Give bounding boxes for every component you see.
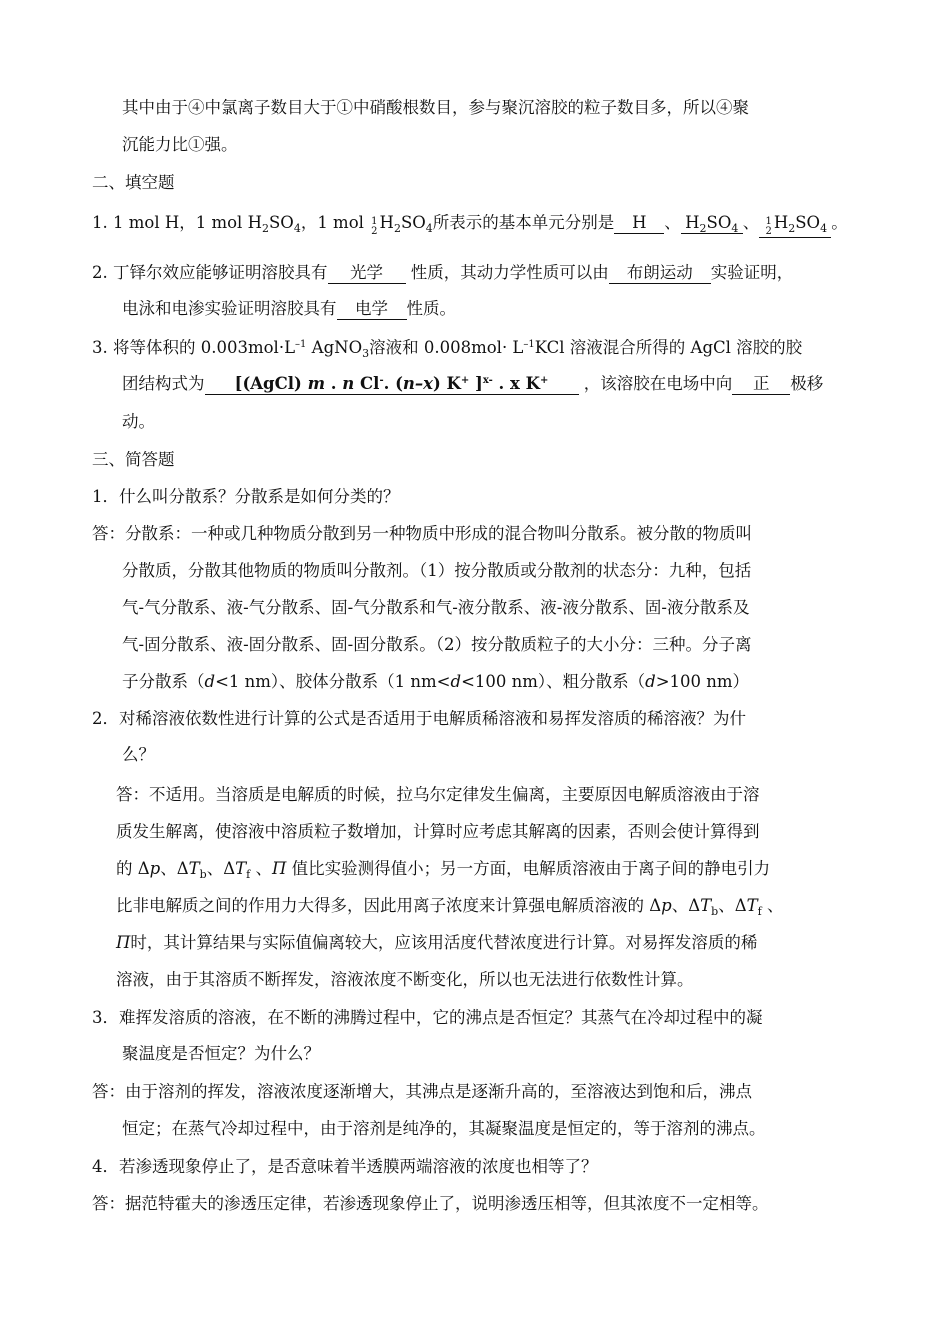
fill-question-3: 3. 将等体积的 $0.003mol\cdot L^{-1}$ AgNO$_3$溶液和 $0.008mol\cdot L^{-1}KCl$ 溶液混合所得的 AgCl 溶胶的胶 bbox=[92, 338, 803, 360]
paragraph-line: 动。 bbox=[122, 412, 155, 431]
section-heading: 三、简答题 bbox=[92, 450, 175, 469]
answer-blank: 1 2 $H_2SO_4$ bbox=[759, 213, 831, 238]
paragraph-line: 其中由于④中氯离子数目大于①中硝酸根数目，参与聚沉溶胶的粒子数目多，所以④聚 bbox=[122, 98, 749, 117]
answer-text: Π时，其计算结果与实际值偏离较大，应该用活度代替浓度进行计算。对易挥发溶质的稀 bbox=[116, 933, 758, 952]
answer-text: 分散质，分散其他物质的物质叫分散剂。（1）按分散质或分散剂的状态分：九种，包括 bbox=[122, 561, 752, 580]
answer-blank: 正 bbox=[732, 374, 790, 395]
question-text: 4．若渗透现象停止了，是否意味着半透膜两端溶液的浓度也相等了？ bbox=[92, 1157, 598, 1176]
answer-text: 质发生解离，使溶液中溶质粒子数增加，计算时应考虑其解离的因素，否则会使计算得到 bbox=[116, 822, 760, 841]
answer-text: 溶液，由于其溶质不断挥发，溶液浓度不断变化，所以也无法进行依数性计算。 bbox=[116, 970, 694, 989]
fill-question-2-cont: 电泳和电渗实验证明溶胶具有 电学 性质。 bbox=[122, 299, 456, 318]
question-text: 么？ bbox=[122, 745, 155, 764]
answer-blank: H bbox=[614, 213, 664, 234]
question-text: 2．对稀溶液依数性进行计算的公式是否适用于电解质稀溶液和易挥发溶质的稀溶液？为什 bbox=[92, 709, 746, 728]
answer-text: 比非电解质之间的作用力大得多，因此用离子浓度来计算强电解质溶液的 Δp、$\Delta T_b$、$\Delta T_f$ 、 bbox=[116, 896, 784, 918]
answer-text: 恒定；在蒸气冷却过程中，由于溶剂是纯净的，其凝聚温度是恒定的，等于溶剂的沸点。 bbox=[122, 1119, 766, 1138]
answer-text: 答：不适用。当溶质是电解质的时候，拉乌尔定律发生偏离，主要原因电解质溶液由于溶 bbox=[116, 785, 760, 804]
answer-text: 子分散系（d<1 nm）、胶体分散系（1 nm<d<100 nm）、粗分散系（d>100 nm） bbox=[122, 672, 750, 691]
fill-question-2: 2. 丁铎尔效应能够证明溶胶具有 光学 性质，其动力学性质可以由 布朗运动 实验证明， bbox=[92, 263, 794, 282]
answer-blank: 电学 bbox=[337, 299, 407, 320]
answer-text: 答：分散系：一种或几种物质分散到另一种物质中形成的混合物叫分散系。被分散的物质叫 bbox=[92, 524, 752, 543]
section-heading: 二、填空题 bbox=[92, 173, 175, 192]
answer-blank: 光学 bbox=[328, 263, 406, 284]
question-text: 聚温度是否恒定？为什么？ bbox=[122, 1044, 320, 1063]
fill-question-3-cont: 团结构式为 [(AgCl) m . n Cl-. (n–x) K+ ]$^{x-}$ . x K+ ，该溶胶在电场中向 正 极移 bbox=[122, 374, 824, 393]
micelle-formula-blank: [(AgCl) m . n Cl-. (n–x) K+ ]$^{x-}$ . x K+ bbox=[205, 374, 579, 395]
answer-text: 答：由于溶剂的挥发，溶液浓度逐渐增大，其沸点是逐渐升高的，至溶液达到饱和后，沸点 bbox=[92, 1082, 752, 1101]
answer-text: 气-固分散系、液-固分散系、固-固分散系。（2）按分散质粒子的大小分：三种。分子离 bbox=[122, 635, 752, 654]
paragraph-line: 沉能力比①强。 bbox=[122, 135, 238, 154]
answer-text: 气-气分散系、液-气分散系、固-气分散系和气-液分散系、液-液分散系、固-液分散系及 bbox=[122, 598, 750, 617]
answer-text: 答：据范特霍夫的渗透压定律，若渗透现象停止了，说明渗透压相等，但其浓度不一定相等。 bbox=[92, 1194, 769, 1213]
answer-blank: $H_2SO_4$ bbox=[681, 213, 743, 234]
answer-blank: 布朗运动 bbox=[609, 263, 711, 284]
question-text: 1．什么叫分散系？分散系是如何分类的？ bbox=[92, 487, 400, 506]
fraction: 1 2 bbox=[371, 216, 378, 237]
fill-question-1: 1. 1 mol H，1 mol $H_2SO_4$，1 mol 1 2 $H_2SO_4$所表示的基本单元分别是 H 、 $H_2SO_4$ 、 1 2 $H_2SO_4$ 。 bbox=[92, 213, 848, 237]
answer-text: 的 Δp、$\Delta T_b$、$\Delta T_f$ 、Π 值比实验测得值小；另一方面，电解质溶液由于离子间的静电引力 bbox=[116, 859, 771, 881]
question-text: 3．难挥发溶质的溶液，在不断的沸腾过程中，它的沸点是否恒定？其蒸气在冷却过程中的凝 bbox=[92, 1008, 763, 1027]
